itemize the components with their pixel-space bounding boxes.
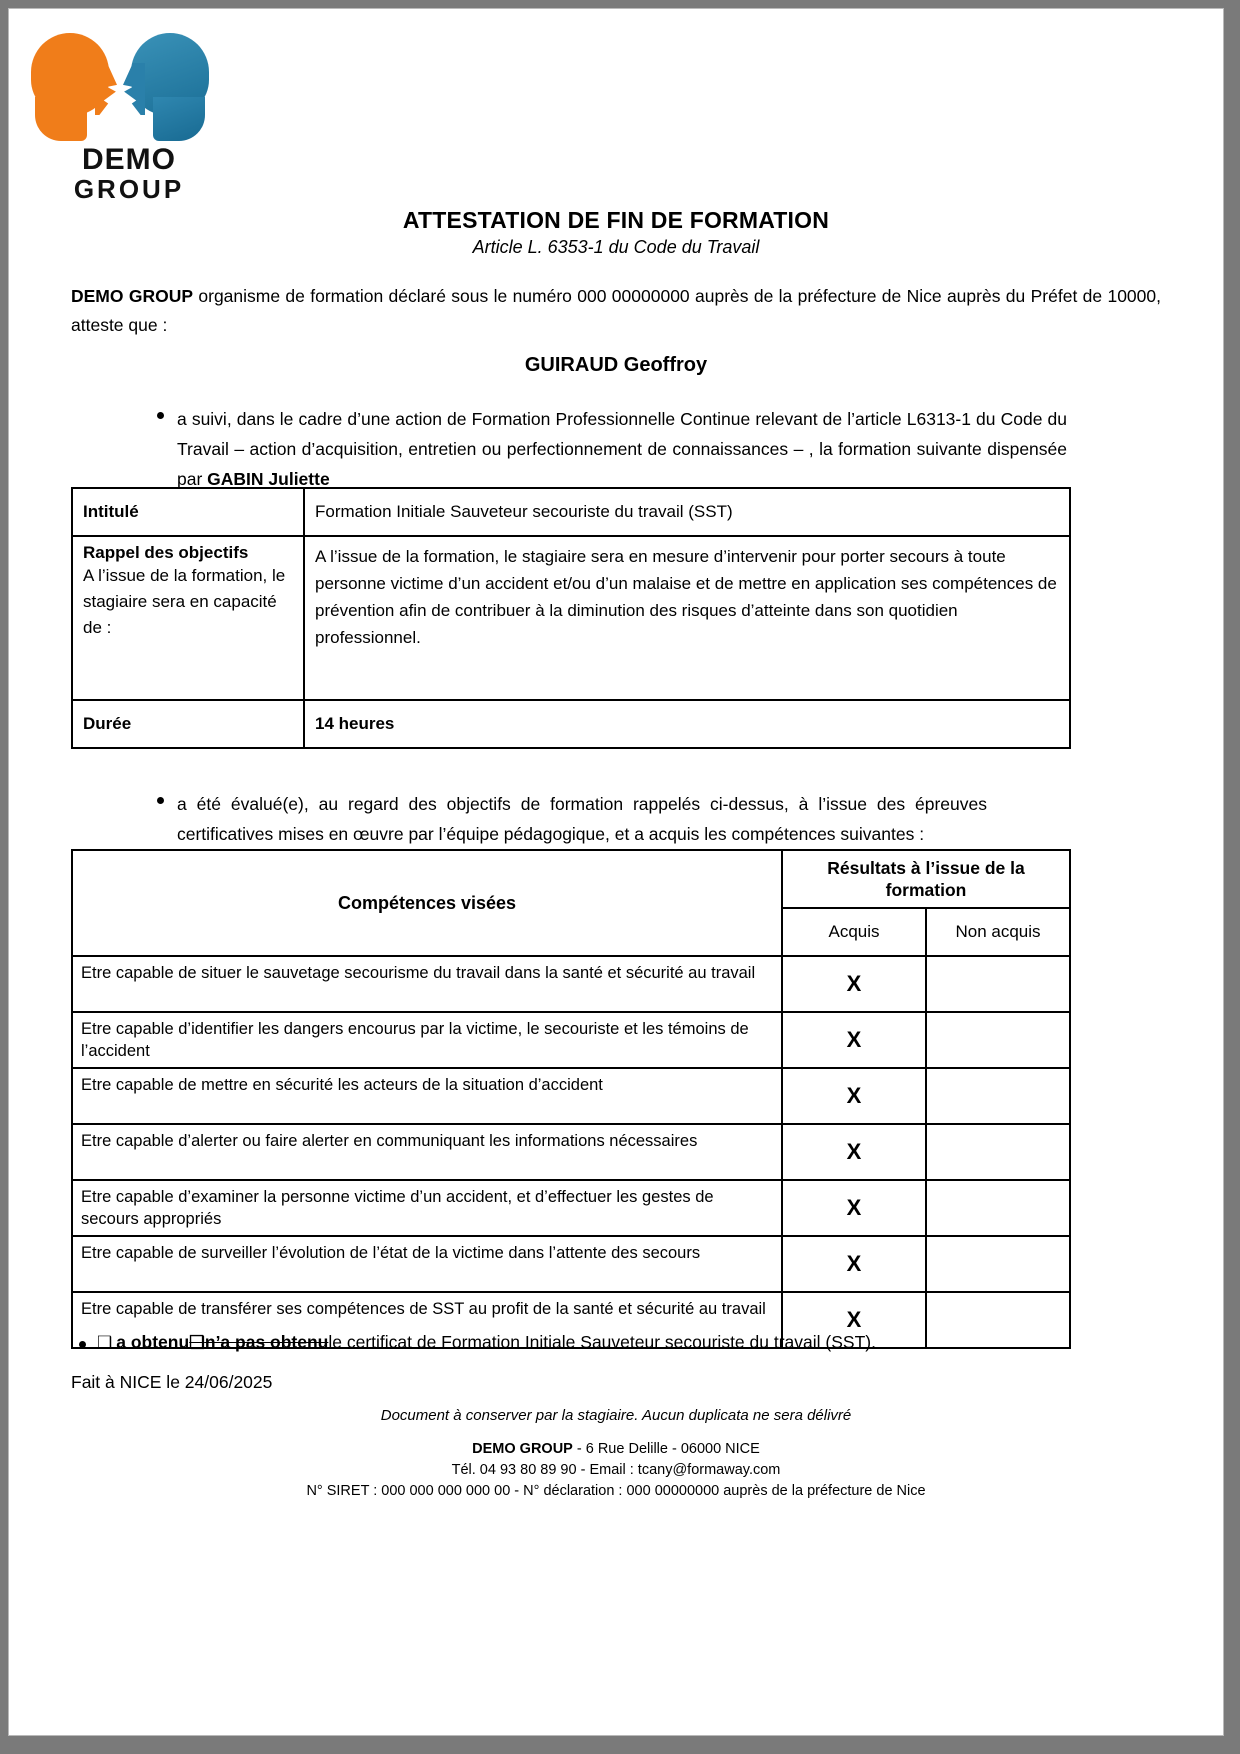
acquis-mark: X [782,1180,926,1236]
table-row [72,1012,1070,1068]
acquis-mark: X [782,1068,926,1124]
acquis-mark: X [782,956,926,1012]
footer-address-line [9,1439,1223,1460]
value-duree: 14 heures [304,700,1070,748]
document-page [8,8,1224,1736]
label-not-obtained: n’a pas obtenu [204,1332,329,1352]
label-duree: Durée [72,700,304,748]
table-header-row-1 [72,850,1070,908]
table-row [72,1124,1070,1180]
certificate-tail-text: le certificat de Formation Initiale Sauveteur secouriste du travail (SST). [328,1332,876,1352]
keep-document-note: Document à conserver par la stagiaire. Aucun duplicata ne sera délivré [380,1407,852,1424]
intro-text: organisme de formation déclaré sous le numéro 000 00000000 auprès de la préfecture de Nice auprès du Préfet de 10000, atteste que : [71,286,1161,335]
table-row-intitule [72,488,1070,536]
bullet-evaluation-description [177,789,987,849]
header-competences: Compétences visées [72,850,782,956]
label-objectifs [72,536,304,700]
training-info-table [71,487,1071,749]
non-acquis-mark [926,1124,1070,1180]
intro-paragraph [71,282,1161,340]
table-row [72,956,1070,1012]
bullet-training-description [177,404,1067,494]
checkbox-obtained-icon[interactable]: ❑ [97,1333,113,1352]
trainer-name: GABIN Juliette [207,469,330,489]
footer-legal-line: N° SIRET : 000 000 000 000 00 - N° déclaration : 000 00000000 auprès de la préfecture de Nice [306,1483,926,1499]
trainee-name: GUIRAUD Geoffroy [524,354,708,376]
header-acquis: Acquis [782,908,926,956]
bullet-dot-icon [157,797,164,804]
acquis-mark: X [782,1292,926,1348]
competence-text: Etre capable de mettre en sécurité les acteurs de la situation d’accident [72,1068,782,1124]
table-row-objectifs [72,536,1070,700]
non-acquis-mark [926,956,1070,1012]
label-obtained: a obtenu [116,1332,190,1352]
competence-text: Etre capable de surveiller l’évolution de l’état de la victime dans l’attente des secours [72,1236,782,1292]
competence-text: Etre capable d’alerter ou faire alerter en communiquant les informations nécessaires [72,1124,782,1180]
intro-org-name: DEMO GROUP [71,286,194,306]
bullet-dot-icon [157,412,164,419]
non-acquis-mark [926,1012,1070,1068]
competence-text: Etre capable d’identifier les dangers encourus par la victime, le secouriste et les témoins de l’accident [72,1012,782,1068]
competence-text: Etre capable d’examiner la personne victime d’un accident, et d’effectuer les gestes de secours appropriés [72,1180,782,1236]
non-acquis-mark [926,1180,1070,1236]
value-objectifs: A l’issue de la formation, le stagiaire sera en mesure d’intervenir pour porter secours à toute personne victime d’un accident et/ou d’un malaise et de mettre en application ses compétences de prévention afin de contribuer à la diminution des risques d’atteinte dans son quotidien professionnel. [304,536,1070,700]
place-and-date: Fait à NICE le 24/06/2025 [71,1372,273,1392]
non-acquis-mark [926,1292,1070,1348]
bullet1-text: a suivi, dans le cadre d’une action de Formation Professionnelle Continue relevant de l’article L6313-1 du Code du Travail – action d’acquisition, entretien ou perfectionnement de connaissances – , la formation suivante dispensée par [177,409,1067,489]
header-non-acquis: Non acquis [926,908,1070,956]
label-intitule: Intitulé [72,488,304,536]
label-objectifs-subtitle: A l’issue de la formation, le stagiaire sera en capacité de : [83,566,286,637]
non-acquis-mark [926,1236,1070,1292]
company-logo [31,33,231,203]
two-heads-icon [31,33,219,143]
certificate-result-statement [97,1332,876,1353]
logo-text-demo: DEMO [82,143,176,176]
page-footer [9,1439,1223,1502]
label-objectifs-title: Rappel des objectifs [83,543,249,562]
page-title: ATTESTATION DE FIN DE FORMATION [402,207,830,233]
competence-text: Etre capable de situer le sauvetage secourisme du travail dans la santé et sécurité au travail [72,956,782,1012]
footer-address: - 6 Rue Delille - 06000 NICE [572,1441,760,1457]
checkbox-not-obtained-icon[interactable]: ❑ [189,1332,205,1352]
table-row [72,1068,1070,1124]
acquis-mark: X [782,1236,926,1292]
table-row-duree [72,700,1070,748]
page-subtitle: Article L. 6353-1 du Code du Travail [472,237,760,257]
footer-contact-line: Tél. 04 93 80 89 90 - Email : tcany@formaway.com [451,1462,781,1478]
acquis-mark: X [782,1012,926,1068]
bullet2-text: a été évalué(e), au regard des objectifs de formation rappelés ci-dessus, à l’issue des épreuves certificatives mises en œuvre par l’équipe pédagogique, et a acquis les compétences suivantes : [177,794,987,844]
header-resultats: Résultats à l’issue de la formation [782,850,1070,908]
value-intitule: Formation Initiale Sauveteur secouriste du travail (SST) [304,488,1070,536]
competencies-table [71,849,1071,1349]
acquis-mark: X [782,1124,926,1180]
table-row [72,1236,1070,1292]
non-acquis-mark [926,1068,1070,1124]
bullet-dot-icon [79,1341,86,1348]
table-row [72,1180,1070,1236]
logo-text-group: GROUP [73,174,185,204]
competence-text: Etre capable de transférer ses compétences de SST au profit de la santé et sécurité au travail [72,1292,782,1348]
footer-company-name: DEMO GROUP [472,1441,573,1457]
